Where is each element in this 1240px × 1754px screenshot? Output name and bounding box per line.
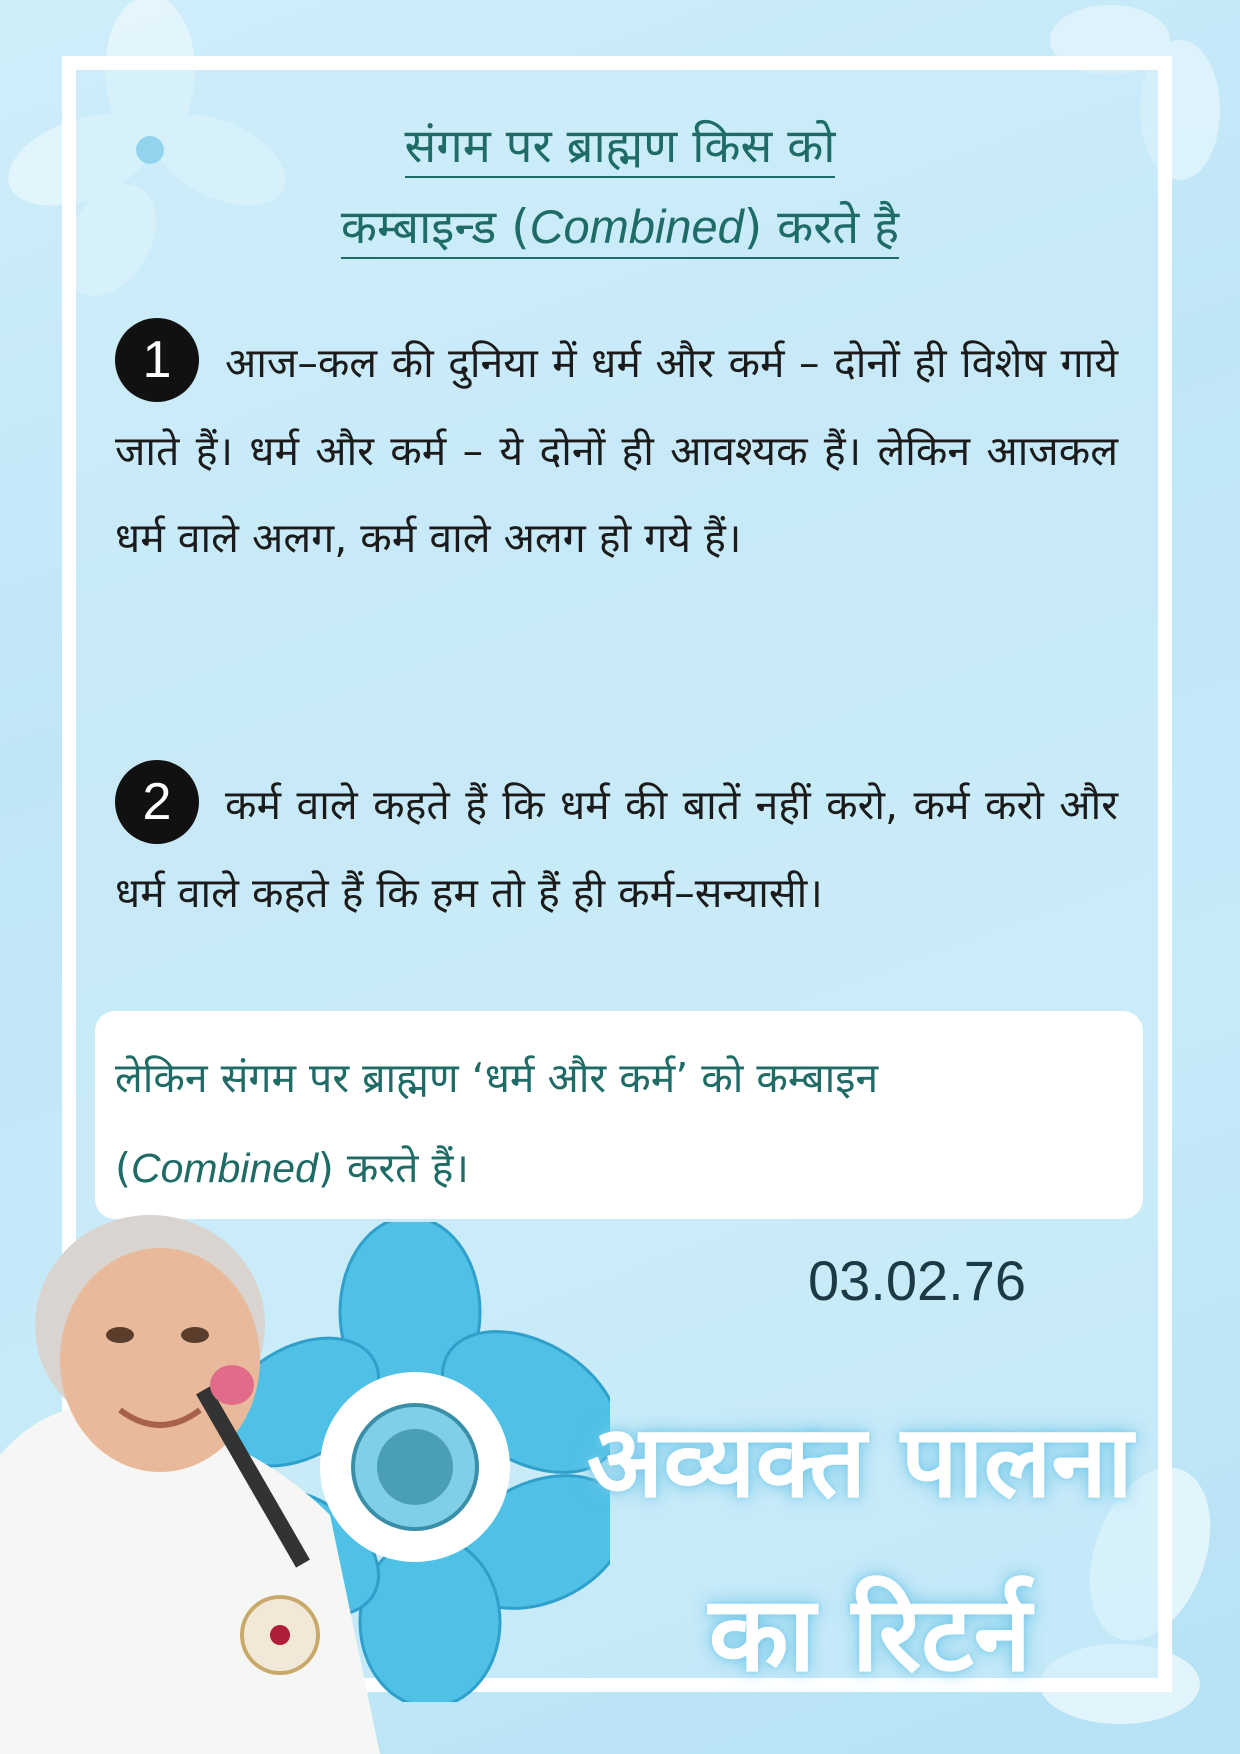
- point-2-text: कर्म वाले कहते हैं कि धर्म की बातें नहीं करो, कर्म करो और धर्म वाले कहते हैं कि हम तो हैं ही कर्म–सन्यासी।: [115, 781, 1118, 917]
- callout-text: लेकिन संगम पर ब्राह्मण ‘धर्म और कर्म’ को कम्बाइन (Combined) करते हैं।: [115, 1054, 879, 1192]
- point-2: [115, 762, 1118, 937]
- page-title-line-2: कम्बाइन्ड (Combined) करते है: [0, 188, 1240, 267]
- number-badge-2: 2: [115, 760, 199, 844]
- brand-line-2: का रिटर्न: [708, 1573, 1032, 1695]
- speaker-portrait: [0, 1215, 380, 1754]
- page-title-line-1: संगम पर ब्राह्मण किस को: [0, 108, 1240, 186]
- point-1-text: आज–कल की दुनिया में धर्म और कर्म – दोनों ही विशेष गाये जाते हैं। धर्म और कर्म – ये दोनों ही आवश्यक हैं। लेकिन आजकल धर्म वाले अलग, कर्म वाले अलग हो गये हैं।: [115, 339, 1118, 562]
- date-label: 03.02.76: [808, 1249, 1026, 1312]
- point-1: [115, 320, 1118, 582]
- number-badge-1: 1: [115, 318, 199, 402]
- callout-box: [95, 1011, 1143, 1219]
- brand-line-1: अव्यक्त पालना: [587, 1403, 1133, 1520]
